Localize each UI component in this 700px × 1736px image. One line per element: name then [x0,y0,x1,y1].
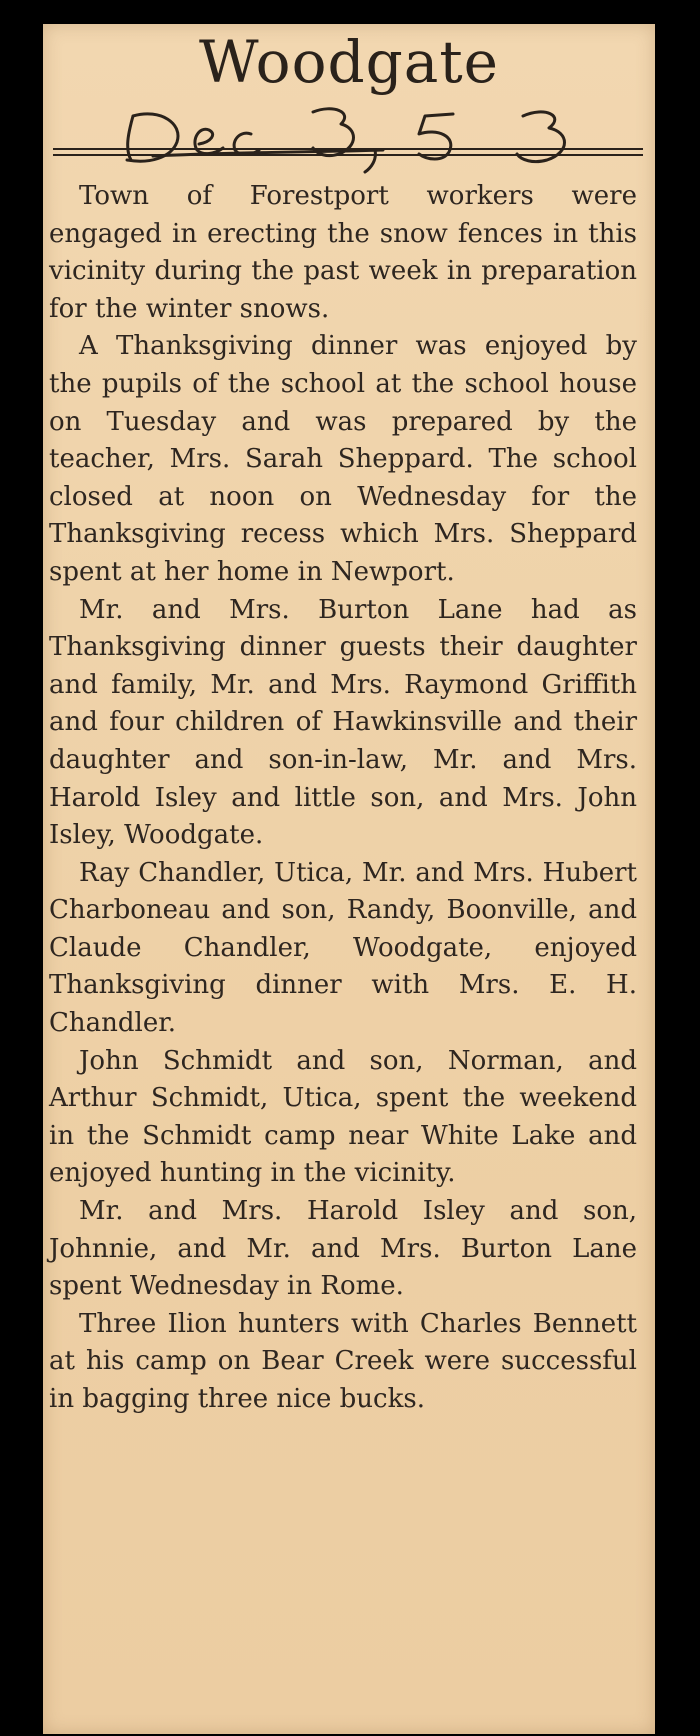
article-paragraph: Mr. and Mrs. Harold Isley and son, Johnnie, and Mr. and Mrs. Burton Lane spent Wednesday in Rome. [49,1196,637,1302]
article-paragraph: Mr. and Mrs. Burton Lane had as Thanksgiving dinner guests their daughter and family, Mr. and Mrs. Raymond Griffith and four children of Hawkinsville and their daughter and son-in-law, Mr. and Mrs. Harold Isley and little son, and Mrs. John Isley, Woodgate. [49,594,637,851]
article-body [49,178,637,1419]
clipping-title: Woodgate [199,28,499,96]
handwritten-date-annotation [113,94,633,174]
article-paragraph: John Schmidt and son, Norman, and Arthur Schmidt, Utica, spent the weekend in the Schmidt camp near White Lake and enjoyed hunting in the vicinity. [49,1045,637,1189]
article-paragraph: Three Ilion hunters with Charles Bennett at his camp on Bear Creek were successful in bagging three nice bucks. [49,1308,637,1414]
article-paragraph: Ray Chandler, Utica, Mr. and Mrs. Hubert Charboneau and son, Randy, Boonville, and Claude Chandler, Woodgate, enjoyed Thanksgiving dinner with Mrs. E. H. Chandler. [49,857,637,1039]
newspaper-clipping [43,24,655,1734]
article-paragraph: A Thanksgiving dinner was enjoyed by the pupils of the school at the school house on Tuesday and was prepared by the teacher, Mrs. Sarah Sheppard. The school closed at noon on Wednesday for the Thanksgiving recess which Mrs. Sheppard spent at her home in Newport. [49,331,637,587]
article-paragraph: Town of Forestport workers were engaged in erecting the snow fences in this vicinity during the past week in preparation for the winter snows. [49,181,637,324]
